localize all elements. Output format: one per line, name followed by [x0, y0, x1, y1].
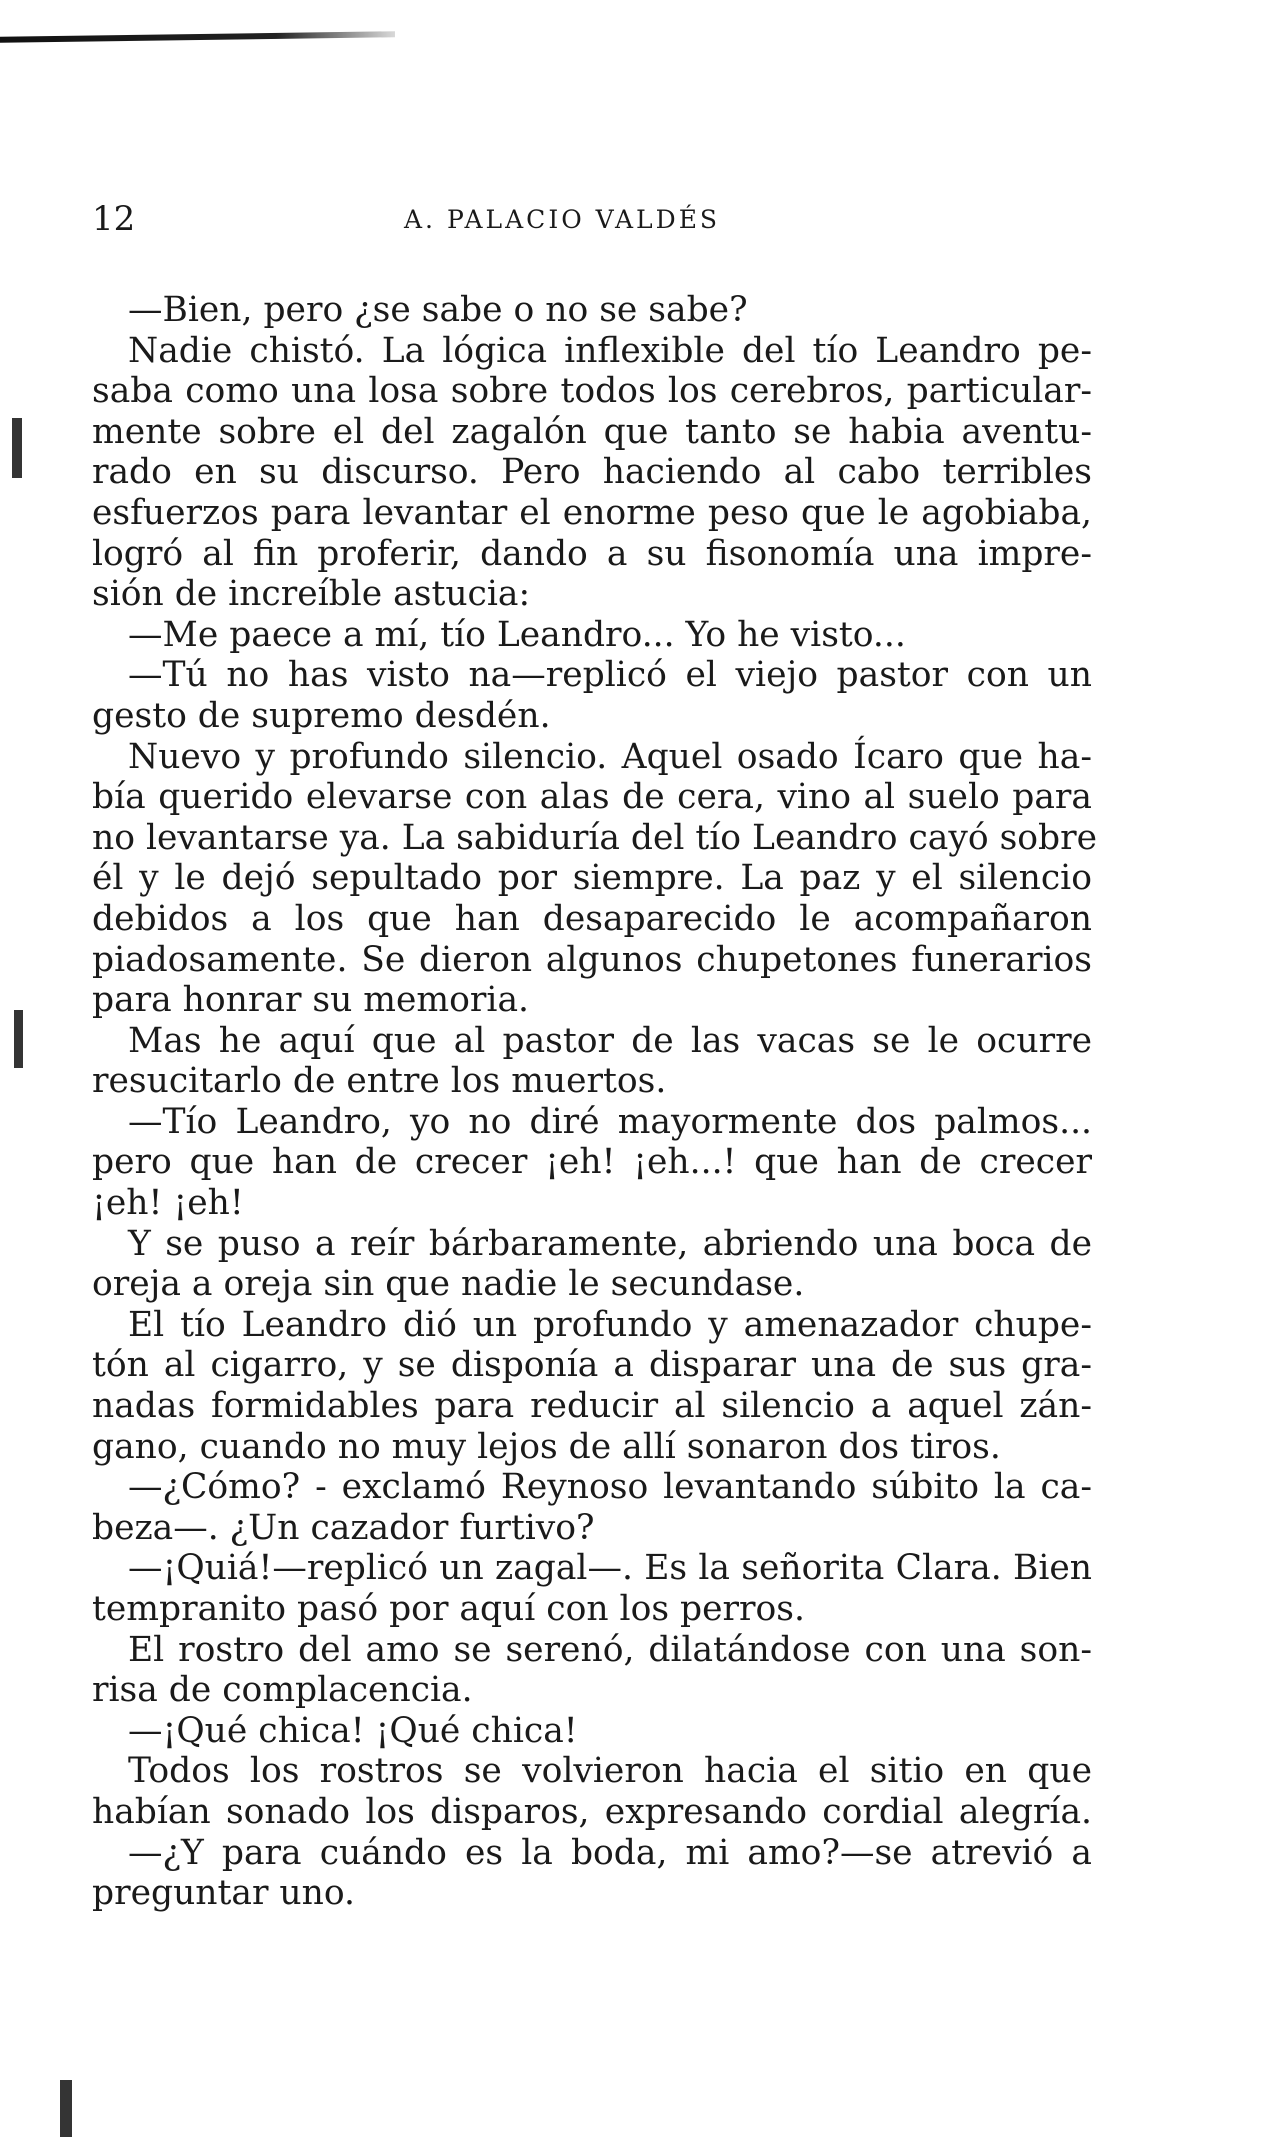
running-head: A. PALACIO VALDÉS — [404, 205, 721, 234]
text-line: gesto de supremo desdén. — [92, 695, 551, 736]
text-line: —¿Y para cuándo es la boda, mi amo?—se atrevió a — [128, 1832, 1092, 1873]
text-line: logró al fin proferir, dando a su fisonomía una impre- — [92, 533, 1092, 574]
text-line: Mas he aquí que al pastor de las vacas se le ocurre — [128, 1020, 1092, 1061]
text-line: —¿Cómo? - exclamó Reynoso levantando súbito la ca- — [128, 1467, 1092, 1508]
text-line: —¡Quiá!—replicó un zagal—. Es la señorita Clara. Bien — [128, 1548, 1092, 1589]
text-line: —¡Qué chica! ¡Qué chica! — [128, 1710, 578, 1751]
text-line: debidos a los que han desaparecido le acompañaron — [92, 898, 1092, 939]
text-line: él y le dejó sepultado por siempre. La paz y el silencio — [92, 858, 1092, 899]
text-line: oreja a oreja sin que nadie le secundase. — [92, 1264, 805, 1305]
text-line: saba como una losa sobre todos los cerebros, particular- — [92, 371, 1092, 412]
text-line: Todos los rostros se volvieron hacia el sitio en que — [128, 1751, 1092, 1792]
text-line: sión de increíble astucia: — [92, 574, 531, 615]
text-line: no levantarse ya. La sabiduría del tío Leandro cayó sobre — [92, 817, 1098, 858]
text-line: resucitarlo de entre los muertos. — [92, 1061, 667, 1102]
text-line: nadas formidables para reducir al silencio a aquel zán- — [92, 1386, 1092, 1427]
text-line: El rostro del amo se serenó, dilatándose con una son- — [128, 1629, 1092, 1670]
text-line: habían sonado los disparos, expresando cordial alegría. — [92, 1791, 1092, 1832]
text-line: —Tío Leandro, yo no diré mayormente dos palmos... — [128, 1101, 1092, 1142]
text-line: beza—. ¿Un cazador furtivo? — [92, 1507, 595, 1548]
scan-mark — [12, 418, 22, 478]
text-line: —Bien, pero ¿se sabe o no se sabe? — [128, 290, 748, 330]
text-line: pero que han de crecer ¡eh! ¡eh...! que han de crecer — [92, 1142, 1092, 1183]
text-line: tempranito pasó por aquí con los perros. — [92, 1589, 805, 1629]
text-line: Nuevo y profundo silencio. Aquel osado Ícaro que ha- — [128, 736, 1092, 777]
text-line: risa de complacencia. — [92, 1670, 473, 1711]
text-line: bía querido elevarse con alas de cera, vino al suelo para — [92, 777, 1092, 818]
text-line: Nadie chistó. La lógica inflexible del tío Leandro pe- — [128, 330, 1092, 371]
page-header — [92, 196, 1092, 242]
text-line: El tío Leandro dió un profundo y amenazador chupe- — [128, 1304, 1092, 1345]
text-line: Y se puso a reír bárbaramente, abriendo una boca de — [128, 1223, 1092, 1264]
text-line: preguntar uno. — [92, 1873, 355, 1914]
text-line: para honrar su memoria. — [92, 980, 529, 1021]
body-text — [92, 290, 1098, 1914]
text-line: esfuerzos para levantar el enorme peso que le agobiaba, — [92, 492, 1092, 533]
text-line: rado en su discurso. Pero haciendo al cabo terribles — [92, 452, 1092, 493]
top-edge-rule — [0, 31, 395, 43]
text-line: ¡eh! ¡eh! — [92, 1183, 244, 1224]
text-line: —Tú no has visto na—replicó el viejo pastor con un — [128, 655, 1092, 696]
scan-mark — [60, 2080, 72, 2137]
text-line: piadosamente. Se dieron algunos chupetones funerarios — [92, 939, 1092, 980]
text-line: gano, cuando no muy lejos de allí sonaron dos tiros. — [92, 1426, 1001, 1467]
text-line: mente sobre el del zagalón que tanto se habia aventu- — [92, 411, 1092, 452]
page-number: 12 — [92, 199, 136, 239]
scan-mark — [14, 1010, 23, 1068]
text-line: —Me paece a mí, tío Leandro... Yo he visto... — [128, 614, 906, 655]
text-line: tón al cigarro, y se disponía a disparar una de sus gra- — [92, 1345, 1092, 1386]
